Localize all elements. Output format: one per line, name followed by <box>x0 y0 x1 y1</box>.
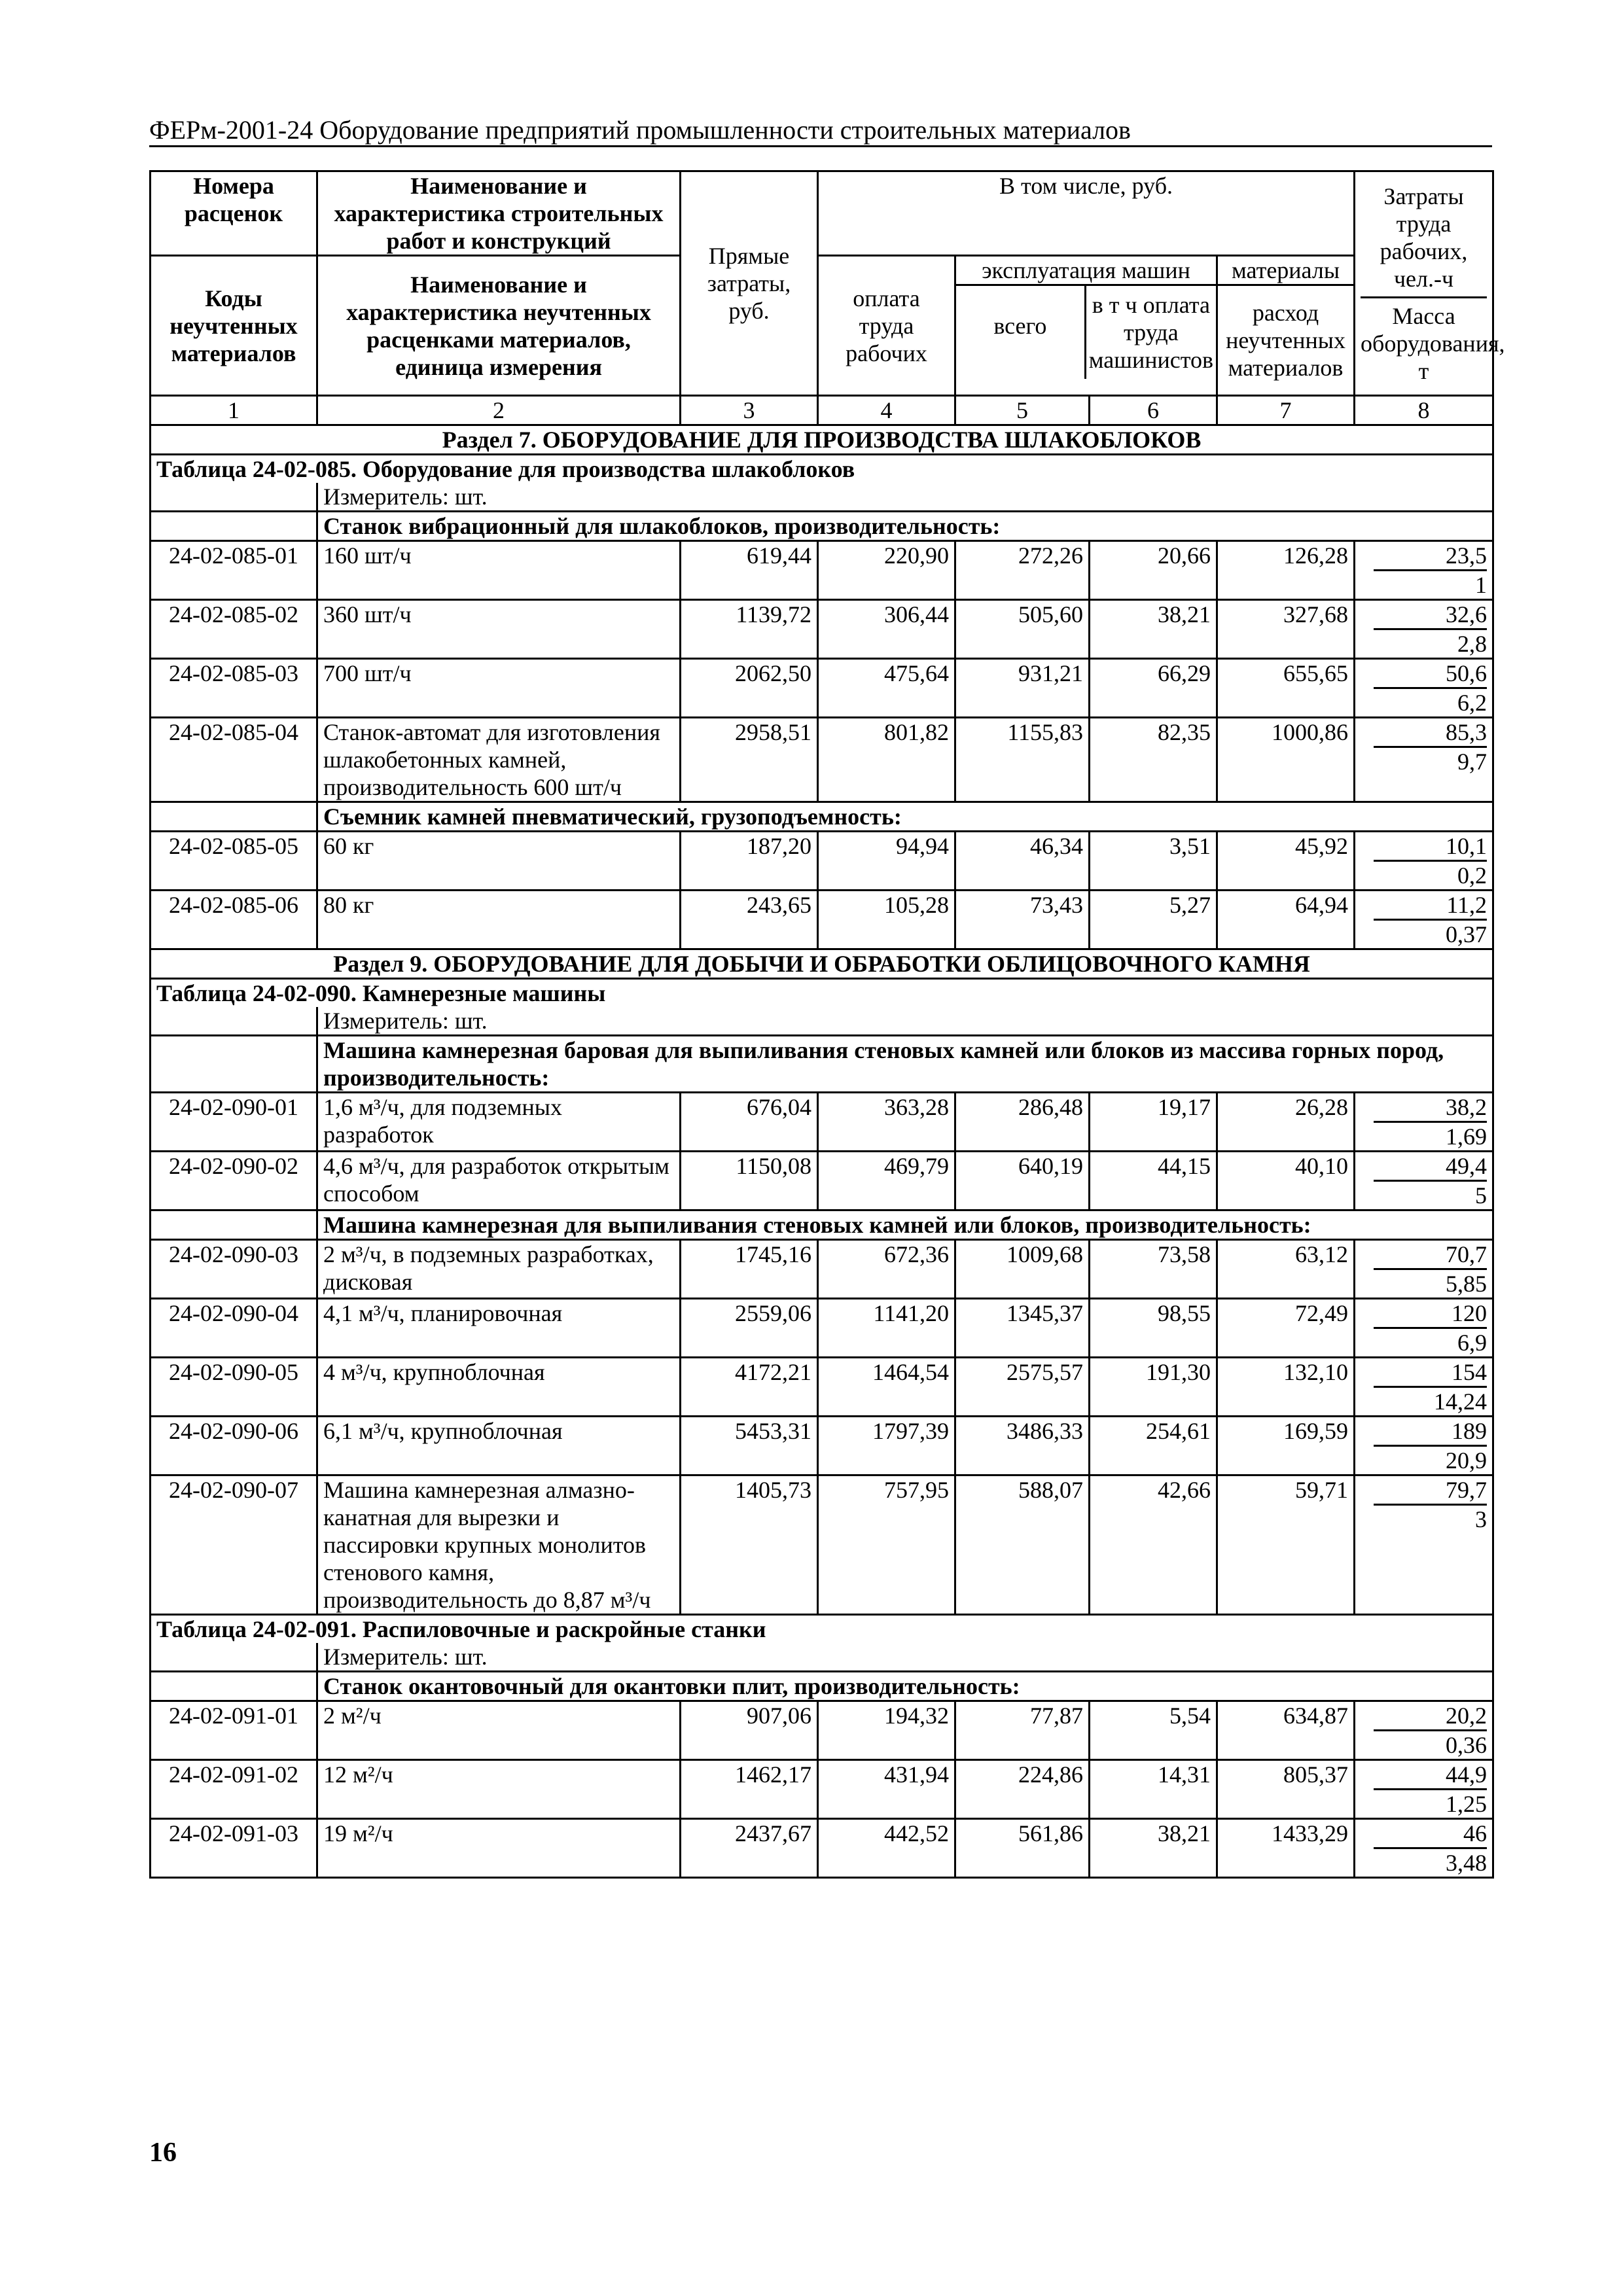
materials-cost: 26,28 <box>1217 1093 1355 1152</box>
machinist-labor-cost: 73,58 <box>1090 1240 1217 1299</box>
labor-hours-mass <box>1355 1701 1493 1760</box>
table-row <box>151 1299 1493 1358</box>
materials-header-label: материалы <box>1218 256 1353 286</box>
header-rule <box>149 145 1492 147</box>
labor-hours-mass <box>1355 1417 1493 1475</box>
labor-hours: 38,2 <box>1374 1093 1487 1123</box>
labor-cost: 757,95 <box>818 1475 955 1615</box>
labor-hours: 49,4 <box>1374 1152 1487 1182</box>
equipment-mass: 5 <box>1475 1182 1487 1209</box>
table-row <box>151 832 1493 891</box>
rate-name: 160 шт/ч <box>317 541 681 600</box>
fraction <box>1361 718 1487 775</box>
machine-cost: 3486,33 <box>955 1417 1090 1475</box>
machine-cost: 588,07 <box>955 1475 1090 1615</box>
equipment-mass: 6,2 <box>1457 690 1487 716</box>
direct-cost: 187,20 <box>681 832 818 891</box>
rate-name: Машина камнерезная алмазно-канатная для вырезки и пассировки крупных монолитов стенового камня, производительность до 8,87 м³/ч <box>317 1475 681 1615</box>
table-090-title <box>151 979 1493 1008</box>
rate-code: 24-02-090-01 <box>151 1093 317 1152</box>
equipment-mass: 9,7 <box>1457 749 1487 775</box>
equipment-mass: 1 <box>1475 572 1487 598</box>
measure-spacer <box>151 483 317 512</box>
rate-name: 4 м³/ч, крупноблочная <box>317 1358 681 1417</box>
direct-cost: 2559,06 <box>681 1299 818 1358</box>
measure-spacer <box>151 1007 317 1036</box>
fraction <box>1361 832 1487 889</box>
table-row <box>151 600 1493 659</box>
column-number: 8 <box>1355 396 1493 425</box>
machines-header-label: эксплуатация машин <box>956 256 1216 286</box>
equipment-mass: 0,36 <box>1446 1732 1487 1758</box>
rate-name: 360 шт/ч <box>317 600 681 659</box>
measure-row <box>151 483 1493 512</box>
fraction <box>1361 601 1487 658</box>
rate-code: 24-02-090-07 <box>151 1475 317 1615</box>
labor-hours: 20,2 <box>1374 1702 1487 1731</box>
rate-name: 12 м²/ч <box>317 1760 681 1819</box>
col2-header-top: Наименование и характеристика строительных работ и конструкций <box>317 171 681 256</box>
group-heading: Машина камнерезная для выпиливания стеновых камней или блоков, производительность: <box>317 1210 1493 1240</box>
machine-cost: 1155,83 <box>955 718 1090 802</box>
machine-cost: 931,21 <box>955 659 1090 718</box>
materials-cost: 63,12 <box>1217 1240 1355 1299</box>
col4-header: оплата труда рабочих <box>818 256 955 396</box>
rate-code: 24-02-085-02 <box>151 600 317 659</box>
fraction <box>1361 1820 1487 1877</box>
rate-name: 2 м³/ч, в подземных разработках, дисковая <box>317 1240 681 1299</box>
machine-cost: 561,86 <box>955 1819 1090 1878</box>
rate-code: 24-02-085-05 <box>151 832 317 891</box>
measure-row <box>151 1007 1493 1036</box>
fraction <box>1361 1152 1487 1209</box>
materials-cost: 72,49 <box>1217 1299 1355 1358</box>
labor-hours-mass <box>1355 832 1493 891</box>
measure-label: Измеритель: шт. <box>317 483 1493 512</box>
table-row <box>151 1760 1493 1819</box>
materials-cost: 132,10 <box>1217 1358 1355 1417</box>
col8-header <box>1355 171 1505 396</box>
labor-cost: 306,44 <box>818 600 955 659</box>
labor-hours: 154 <box>1374 1358 1487 1388</box>
col6-header: в т ч оплата труда машинистов <box>1088 292 1213 373</box>
labor-hours: 32,6 <box>1374 601 1487 630</box>
direct-cost: 2958,51 <box>681 718 818 802</box>
labor-hours-mass <box>1355 1819 1493 1878</box>
column-number: 7 <box>1217 396 1355 425</box>
col1-header-top: Номера расценок <box>151 171 317 256</box>
table-row <box>151 1819 1493 1878</box>
machinist-labor-cost: 254,61 <box>1090 1417 1217 1475</box>
table-row <box>151 1417 1493 1475</box>
labor-hours-mass <box>1355 1760 1493 1819</box>
table-row <box>151 1701 1493 1760</box>
table-row <box>151 1475 1493 1615</box>
labor-hours-mass <box>1355 1093 1493 1152</box>
machinist-labor-cost: 98,55 <box>1090 1299 1217 1358</box>
labor-hours: 23,5 <box>1374 542 1487 571</box>
fraction <box>1361 1417 1487 1474</box>
machine-cost: 1345,37 <box>955 1299 1090 1358</box>
rate-name: 60 кг <box>317 832 681 891</box>
measure-label: Измеритель: шт. <box>317 1643 1493 1672</box>
machine-cost: 2575,57 <box>955 1358 1090 1417</box>
direct-cost: 1462,17 <box>681 1760 818 1819</box>
materials-cost: 634,87 <box>1217 1701 1355 1760</box>
direct-cost: 1150,08 <box>681 1152 818 1210</box>
direct-cost: 676,04 <box>681 1093 818 1152</box>
equipment-mass: 0,37 <box>1446 921 1487 947</box>
materials-cost: 1000,86 <box>1217 718 1355 802</box>
rate-name: 19 м²/ч <box>317 1819 681 1878</box>
equipment-mass: 1,25 <box>1446 1791 1487 1817</box>
labor-hours-mass <box>1355 718 1493 802</box>
col7-header: расход неучтенных материалов <box>1226 300 1345 381</box>
direct-cost: 4172,21 <box>681 1358 818 1417</box>
group-heading-row <box>151 512 1493 541</box>
direct-cost: 1405,73 <box>681 1475 818 1615</box>
section-9-title-cell: Раздел 9. ОБОРУДОВАНИЕ ДЛЯ ДОБЫЧИ И ОБРАБОТКИ ОБЛИЦОВОЧНОГО КАМНЯ <box>151 949 1493 979</box>
materials-cost: 805,37 <box>1217 1760 1355 1819</box>
header-row-2 <box>151 256 1493 396</box>
labor-hours: 189 <box>1374 1417 1487 1447</box>
rate-name: Станок-автомат для изготовления шлакобетонных камней, производительность 600 шт/ч <box>317 718 681 802</box>
column-number: 4 <box>818 396 955 425</box>
machine-cost: 1009,68 <box>955 1240 1090 1299</box>
labor-hours-mass <box>1355 659 1493 718</box>
fraction <box>1361 1476 1487 1533</box>
rate-name: 700 шт/ч <box>317 659 681 718</box>
materials-cost: 655,65 <box>1217 659 1355 718</box>
table-row <box>151 1152 1493 1210</box>
rate-code: 24-02-090-06 <box>151 1417 317 1475</box>
fraction <box>1361 1358 1487 1415</box>
labor-cost: 801,82 <box>818 718 955 802</box>
group-spacer <box>151 1210 317 1240</box>
materials-cost: 169,59 <box>1217 1417 1355 1475</box>
group-heading-row <box>151 802 1493 832</box>
column-numbers-row <box>151 396 1493 425</box>
group-heading-row <box>151 1210 1493 1240</box>
rate-name: 1,6 м³/ч, для подземных разработок <box>317 1093 681 1152</box>
fraction <box>1361 1702 1487 1759</box>
table-091-title <box>151 1615 1493 1644</box>
equipment-mass: 0,2 <box>1457 862 1487 889</box>
table-row <box>151 718 1493 802</box>
labor-cost: 94,94 <box>818 832 955 891</box>
fraction <box>1361 1761 1487 1818</box>
direct-cost: 907,06 <box>681 1701 818 1760</box>
section-9-title <box>151 949 1493 979</box>
labor-hours-mass <box>1355 1358 1493 1417</box>
fraction <box>1361 1241 1487 1298</box>
group-spacer <box>151 512 317 541</box>
direct-cost: 619,44 <box>681 541 818 600</box>
materials-cost: 327,68 <box>1217 600 1355 659</box>
machines-subheaders <box>956 286 1216 379</box>
col1-header-bottom: Коды неучтенных материалов <box>151 256 317 396</box>
table-row <box>151 1093 1493 1152</box>
labor-hours: 44,9 <box>1374 1761 1487 1790</box>
machinist-labor-cost: 42,66 <box>1090 1475 1217 1615</box>
table-090-title-cell: Таблица 24-02-090. Камнерезные машины <box>151 979 1493 1008</box>
fraction <box>1361 1299 1487 1356</box>
group-spacer <box>151 802 317 832</box>
materials-header <box>1217 256 1355 396</box>
machines-header <box>955 256 1217 396</box>
labor-hours-mass <box>1355 1240 1493 1299</box>
labor-hours: 79,7 <box>1374 1476 1487 1506</box>
column-number: 6 <box>1090 396 1217 425</box>
rate-code: 24-02-085-03 <box>151 659 317 718</box>
labor-cost: 672,36 <box>818 1240 955 1299</box>
labor-cost: 431,94 <box>818 1760 955 1819</box>
machinist-labor-cost: 20,66 <box>1090 541 1217 600</box>
rate-code: 24-02-085-06 <box>151 891 317 949</box>
labor-cost: 469,79 <box>818 1152 955 1210</box>
machinist-labor-cost: 5,27 <box>1090 891 1217 949</box>
page-header: ФЕРм-2001-24 Оборудование предприятий промышленности строительных материалов <box>149 115 1131 145</box>
measure-label: Измеритель: шт. <box>317 1007 1493 1036</box>
machine-cost: 640,19 <box>955 1152 1090 1210</box>
table-091-title-cell: Таблица 24-02-091. Распиловочные и раскройные станки <box>151 1615 1493 1644</box>
col2-header-bottom: Наименование и характеристика неучтенных расценками материалов, единица измерения <box>317 256 681 396</box>
labor-cost: 105,28 <box>818 891 955 949</box>
table-row <box>151 1358 1493 1417</box>
rates-table-frame <box>149 170 1505 1879</box>
labor-hours-mass <box>1355 600 1493 659</box>
rate-code: 24-02-090-03 <box>151 1240 317 1299</box>
rate-code: 24-02-090-04 <box>151 1299 317 1358</box>
materials-cost: 40,10 <box>1217 1152 1355 1210</box>
labor-hours-mass <box>1355 541 1493 600</box>
incl-header: В том числе, руб. <box>818 171 1355 256</box>
equipment-mass: 3,48 <box>1446 1850 1487 1876</box>
col5-header: всего <box>956 286 1086 379</box>
machinist-labor-cost: 44,15 <box>1090 1152 1217 1210</box>
machine-cost: 286,48 <box>955 1093 1090 1152</box>
table-row <box>151 1240 1493 1299</box>
group-heading: Станок вибрационный для шлакоблоков, производительность: <box>317 512 1493 541</box>
column-number: 2 <box>317 396 681 425</box>
direct-cost: 243,65 <box>681 891 818 949</box>
col3-header: Прямые затраты, руб. <box>681 171 818 396</box>
materials-cost: 45,92 <box>1217 832 1355 891</box>
rate-code: 24-02-085-04 <box>151 718 317 802</box>
column-number: 3 <box>681 396 818 425</box>
labor-hours-mass <box>1355 1299 1493 1358</box>
labor-hours: 120 <box>1374 1299 1487 1329</box>
machinist-labor-cost: 38,21 <box>1090 600 1217 659</box>
rate-code: 24-02-085-01 <box>151 541 317 600</box>
machine-cost: 272,26 <box>955 541 1090 600</box>
labor-hours: 85,3 <box>1374 718 1487 748</box>
equipment-mass: 5,85 <box>1446 1271 1487 1297</box>
labor-hours-mass <box>1355 1475 1493 1615</box>
labor-cost: 1141,20 <box>818 1299 955 1358</box>
labor-cost: 1464,54 <box>818 1358 955 1417</box>
fraction <box>1361 542 1487 599</box>
machinist-labor-cost: 82,35 <box>1090 718 1217 802</box>
rate-code: 24-02-091-03 <box>151 1819 317 1878</box>
column-number: 1 <box>151 396 317 425</box>
group-heading: Машина камнерезная баровая для выпиливания стеновых камней или блоков из массива горных пород, производительность: <box>317 1036 1493 1093</box>
labor-cost: 220,90 <box>818 541 955 600</box>
group-heading-row <box>151 1036 1493 1093</box>
group-spacer <box>151 1036 317 1093</box>
direct-cost: 2437,67 <box>681 1819 818 1878</box>
labor-hours-mass <box>1355 1152 1493 1210</box>
machine-cost: 73,43 <box>955 891 1090 949</box>
labor-cost: 194,32 <box>818 1701 955 1760</box>
machinist-labor-cost: 5,54 <box>1090 1701 1217 1760</box>
rate-name: 6,1 м³/ч, крупноблочная <box>317 1417 681 1475</box>
table-085-title-cell: Таблица 24-02-085. Оборудование для производства шлакоблоков <box>151 455 1493 484</box>
direct-cost: 2062,50 <box>681 659 818 718</box>
equipment-mass: 3 <box>1475 1506 1487 1532</box>
machinist-labor-cost: 19,17 <box>1090 1093 1217 1152</box>
header-row-1 <box>151 171 1493 256</box>
rate-code: 24-02-090-02 <box>151 1152 317 1210</box>
direct-cost: 1139,72 <box>681 600 818 659</box>
col8-header-top: Затраты труда рабочих, чел.-ч <box>1361 183 1487 298</box>
machinist-labor-cost: 38,21 <box>1090 1819 1217 1878</box>
labor-hours-mass <box>1355 891 1493 949</box>
labor-hours: 11,2 <box>1374 891 1487 921</box>
group-heading-row <box>151 1672 1493 1701</box>
materials-cost: 1433,29 <box>1217 1819 1355 1878</box>
machinist-labor-cost: 66,29 <box>1090 659 1217 718</box>
fraction <box>1361 1093 1487 1150</box>
rate-code: 24-02-090-05 <box>151 1358 317 1417</box>
group-heading: Станок окантовочный для окантовки плит, производительность: <box>317 1672 1493 1701</box>
equipment-mass: 14,24 <box>1434 1388 1487 1415</box>
equipment-mass: 2,8 <box>1457 631 1487 657</box>
materials-cost: 64,94 <box>1217 891 1355 949</box>
machine-cost: 505,60 <box>955 600 1090 659</box>
table-row <box>151 541 1493 600</box>
materials-cost: 126,28 <box>1217 541 1355 600</box>
materials-cost: 59,71 <box>1217 1475 1355 1615</box>
rate-code: 24-02-091-02 <box>151 1760 317 1819</box>
labor-hours: 50,6 <box>1374 660 1487 689</box>
rate-name: 4,1 м³/ч, планировочная <box>317 1299 681 1358</box>
labor-hours: 70,7 <box>1374 1241 1487 1270</box>
labor-cost: 442,52 <box>818 1819 955 1878</box>
direct-cost: 5453,31 <box>681 1417 818 1475</box>
equipment-mass: 1,69 <box>1446 1123 1487 1150</box>
machine-cost: 46,34 <box>955 832 1090 891</box>
group-spacer <box>151 1672 317 1701</box>
machinist-labor-cost: 3,51 <box>1090 832 1217 891</box>
rates-table <box>149 170 1505 1879</box>
labor-cost: 363,28 <box>818 1093 955 1152</box>
labor-cost: 475,64 <box>818 659 955 718</box>
table-row <box>151 891 1493 949</box>
table-085-title <box>151 455 1493 484</box>
rate-name: 2 м²/ч <box>317 1701 681 1760</box>
equipment-mass: 6,9 <box>1457 1330 1487 1356</box>
section-7-title-cell: Раздел 7. ОБОРУДОВАНИЕ ДЛЯ ПРОИЗВОДСТВА ШЛАКОБЛОКОВ <box>151 425 1493 455</box>
rate-name: 80 кг <box>317 891 681 949</box>
machine-cost: 224,86 <box>955 1760 1090 1819</box>
labor-cost: 1797,39 <box>818 1417 955 1475</box>
machine-cost: 77,87 <box>955 1701 1090 1760</box>
rate-code: 24-02-091-01 <box>151 1701 317 1760</box>
column-number: 5 <box>955 396 1090 425</box>
rate-name: 4,6 м³/ч, для разработок открытым способом <box>317 1152 681 1210</box>
fraction <box>1361 660 1487 716</box>
machinist-labor-cost: 191,30 <box>1090 1358 1217 1417</box>
col8-header-bottom: Масса оборудования, т <box>1361 302 1505 384</box>
table-row <box>151 659 1493 718</box>
group-heading: Съемник камней пневматический, грузоподъемность: <box>317 802 1493 832</box>
page-number: 16 <box>149 2138 177 2168</box>
machinist-labor-cost: 14,31 <box>1090 1760 1217 1819</box>
fraction <box>1361 891 1487 948</box>
measure-row <box>151 1643 1493 1672</box>
direct-cost: 1745,16 <box>681 1240 818 1299</box>
labor-hours: 46 <box>1374 1820 1487 1849</box>
labor-hours: 10,1 <box>1374 832 1487 862</box>
measure-spacer <box>151 1643 317 1672</box>
section-7-title <box>151 425 1493 455</box>
equipment-mass: 20,9 <box>1446 1447 1487 1474</box>
